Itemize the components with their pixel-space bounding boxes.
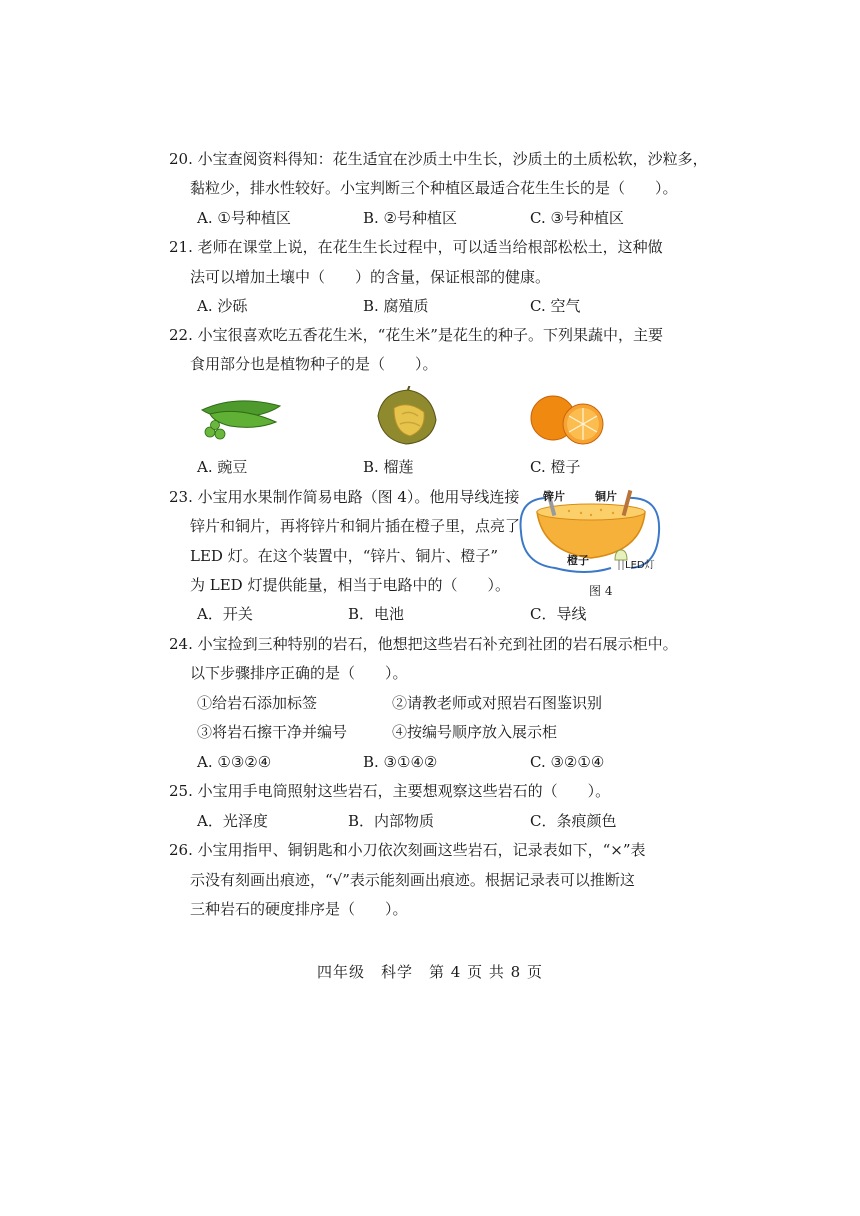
q20-option-c: C. ③号种植区: [530, 209, 624, 227]
q25-option-a: A．光泽度: [197, 812, 268, 830]
q21-option-c: C. 空气: [530, 297, 581, 315]
q24-step-4: ④按编号顺序放入展示柜: [392, 723, 558, 741]
q22-option-b: B. 榴莲: [363, 458, 414, 476]
figure-caption: 图 4: [589, 584, 613, 598]
q23-option-b: B．电池: [348, 605, 405, 623]
zinc-label: 锌片: [543, 490, 565, 503]
q23-line2: 锌片和铜片，再将锌片和铜片插在橙子里，点亮了: [190, 517, 521, 535]
q20-line2: 黏粒少，排水性较好。小宝判断三个种植区最适合花生生长的是（ ）。: [190, 179, 678, 197]
page-footer: 四年级 科学 第 4 页 共 8 页: [317, 963, 543, 981]
q25-option-b: B．内部物质: [348, 812, 435, 830]
q26-line2: 示没有刻画出痕迹，“√”表示能刻画出痕迹。根据记录表可以推断这: [190, 871, 635, 889]
q26-line1: 26. 小宝用指甲、铜钥匙和小刀依次刻画这些岩石，记录表如下，“×”表: [169, 841, 646, 859]
q20-line1: 20. 小宝查阅资料得知：花生适宜在沙质土中生长，沙质土的土质松软，沙粒多，: [169, 150, 708, 168]
q22-line1: 22. 小宝很喜欢吃五香花生米，“花生米”是花生的种子。下列果蔬中，主要: [169, 326, 663, 344]
q20-option-a: A. ①号种植区: [197, 209, 291, 227]
led-label: LED灯: [625, 560, 655, 571]
figure-4-orange-circuit: [515, 486, 665, 598]
q22-option-c: C. 橙子: [530, 458, 581, 476]
q25-option-c: C．条痕颜色: [530, 812, 617, 830]
q24-option-b: B. ③①④②: [363, 753, 438, 771]
q23-line3: LED 灯。在这个装置中，“锌片、铜片、橙子”: [190, 547, 499, 565]
orange-image: [527, 390, 607, 448]
q24-option-c: C. ③②①④: [530, 753, 605, 771]
q23-line1: 23. 小宝用水果制作简易电路（图 4）。他用导线连接: [169, 488, 520, 506]
q24-line1: 24. 小宝捡到三种特别的岩石，他想把这些岩石补充到社团的岩石展示柜中。: [169, 635, 678, 653]
q23-option-c: C．导线: [530, 605, 587, 623]
q23-option-a: A．开关: [197, 605, 253, 623]
q24-step-3: ③将岩石擦干净并编号: [197, 723, 348, 741]
q20-option-b: B. ②号种植区: [363, 209, 458, 227]
q24-line2: 以下步骤排序正确的是（ ）。: [190, 664, 408, 682]
orange-label: 橙子: [567, 554, 589, 567]
pea-pod-image: [196, 392, 284, 442]
q21-line1: 21. 老师在课堂上说，在花生生长过程中，可以适当给根部松松土，这种做: [169, 238, 663, 256]
q22-line2: 食用部分也是植物种子的是（ ）。: [190, 355, 438, 373]
q26-line3: 三种岩石的硬度排序是（ ）。: [190, 900, 408, 918]
q23-line4: 为 LED 灯提供能量，相当于电路中的（ ）。: [190, 576, 510, 594]
q24-option-a: A. ①③②④: [197, 753, 272, 771]
q25-line1: 25. 小宝用手电筒照射这些岩石，主要想观察这些岩石的（ ）。: [169, 782, 611, 800]
q24-step-2: ②请教老师或对照岩石图鉴识别: [392, 694, 603, 712]
q21-line2: 法可以增加土壤中（ ）的含量，保证根部的健康。: [190, 268, 551, 286]
copper-label: 铜片: [595, 490, 617, 503]
durian-image: [372, 386, 442, 448]
q21-option-b: B. 腐殖质: [363, 297, 429, 315]
q22-option-a: A. 豌豆: [197, 458, 248, 476]
q21-option-a: A. 沙砾: [197, 297, 248, 315]
q24-step-1: ①给岩石添加标签: [197, 694, 318, 712]
